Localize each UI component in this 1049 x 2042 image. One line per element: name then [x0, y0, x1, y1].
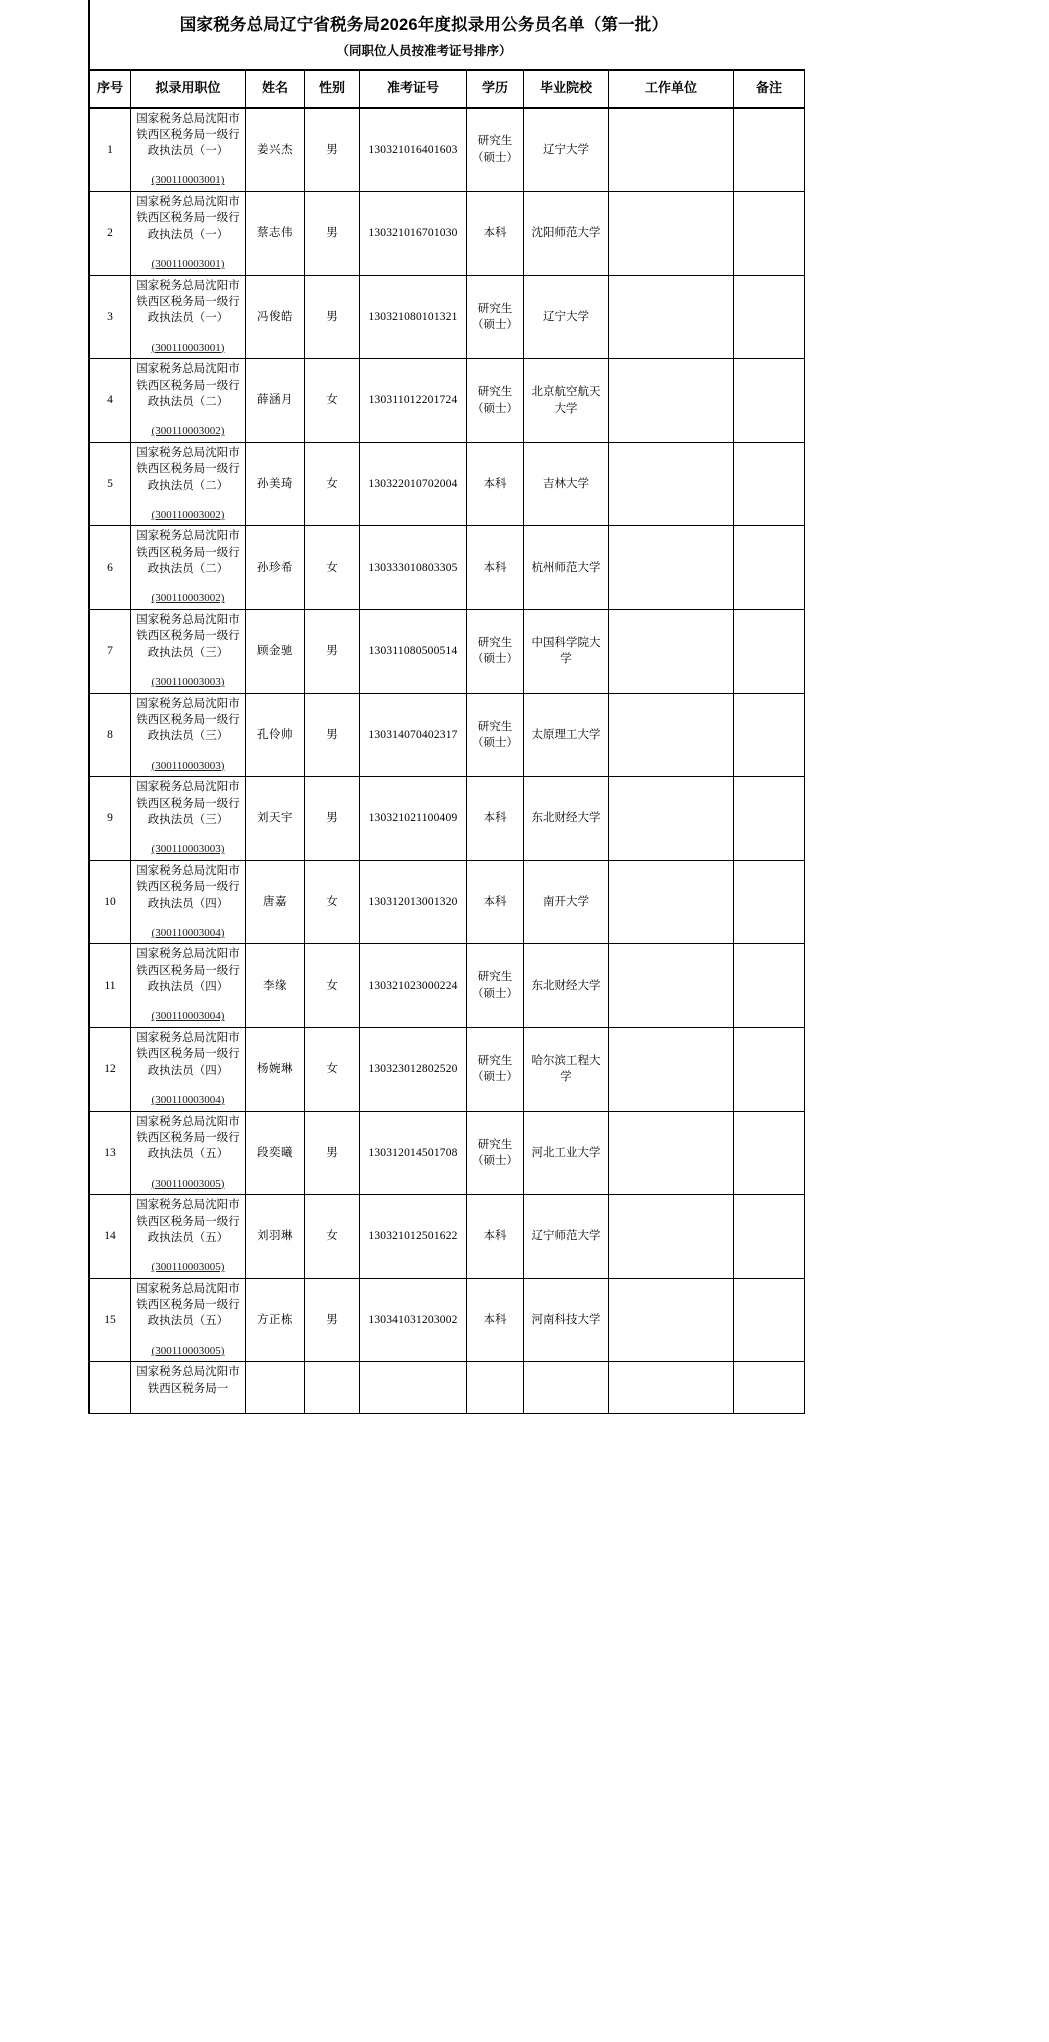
position-title: 国家税务总局沈阳市铁西区税务局一级行政执法员（一） [136, 112, 240, 158]
document-body [88, 0, 782, 1414]
position-code-link[interactable]: (300110003002) [151, 592, 225, 605]
cell-education: 研究生 （硕士） [467, 610, 524, 694]
table-row [89, 777, 805, 861]
cell-gender: 女 [305, 442, 360, 526]
position-code-link[interactable]: (300110003001) [151, 258, 225, 271]
cell-work-unit [609, 1362, 734, 1414]
table-row [89, 610, 805, 694]
column-header-exam-id: 准考证号 [360, 70, 467, 108]
table-header-row [89, 70, 805, 108]
cell-school: 沈阳师范大学 [524, 192, 609, 276]
cell-name: 孙珍希 [246, 526, 305, 610]
cell-education: 本科 [467, 1195, 524, 1279]
cell-seq: 11 [89, 944, 131, 1028]
cell-position [131, 610, 246, 694]
cell-education: 本科 [467, 860, 524, 944]
cell-work-unit [609, 526, 734, 610]
cell-position [131, 777, 246, 861]
position-code-link[interactable]: (300110003003) [151, 676, 225, 689]
cell-remark [734, 1028, 805, 1112]
cell-name: 蔡志伟 [246, 192, 305, 276]
cell-education: 本科 [467, 442, 524, 526]
cell-position [131, 693, 246, 777]
document-title: 国家税务总局辽宁省税务局2026年度拟录用公务员名单（第一批） [179, 16, 669, 34]
title-block [88, 0, 758, 69]
cell-work-unit [609, 359, 734, 443]
cell-remark [734, 1278, 805, 1362]
cell-exam-id: 130312014501708 [360, 1111, 467, 1195]
table-row [89, 693, 805, 777]
cell-work-unit [609, 275, 734, 359]
cell-position [131, 192, 246, 276]
cell-exam-id: 130321012501622 [360, 1195, 467, 1279]
cell-position [131, 1362, 246, 1414]
table-row [89, 192, 805, 276]
cell-exam-id: 130321016701030 [360, 192, 467, 276]
column-header-education: 学历 [467, 70, 524, 108]
cell-exam-id: 130321016401603 [360, 108, 467, 192]
cell-gender: 女 [305, 860, 360, 944]
position-code-link[interactable]: (300110003003) [151, 759, 225, 772]
position-code-link[interactable]: (300110003001) [151, 341, 225, 354]
cell-gender: 男 [305, 777, 360, 861]
cell-name: 刘羽琳 [246, 1195, 305, 1279]
cell-seq: 5 [89, 442, 131, 526]
table-row [89, 359, 805, 443]
cell-school: 辽宁师范大学 [524, 1195, 609, 1279]
position-title: 国家税务总局沈阳市铁西区税务局一级行政执法员（四） [136, 864, 240, 910]
cell-remark [734, 526, 805, 610]
table-body [89, 108, 805, 1414]
cell-work-unit [609, 1111, 734, 1195]
table-row [89, 108, 805, 192]
cell-education: 研究生 （硕士） [467, 275, 524, 359]
cell-seq: 2 [89, 192, 131, 276]
cell-name: 冯俊皓 [246, 275, 305, 359]
cell-gender: 女 [305, 944, 360, 1028]
cell-remark [734, 275, 805, 359]
cell-seq: 1 [89, 108, 131, 192]
position-title: 国家税务总局沈阳市铁西区税务局一级行政执法员（五） [136, 1115, 240, 1161]
cell-position [131, 108, 246, 192]
cell-gender: 女 [305, 359, 360, 443]
position-title: 国家税务总局沈阳市铁西区税务局一级行政执法员（二） [136, 363, 240, 408]
cell-gender: 男 [305, 275, 360, 359]
position-title: 国家税务总局沈阳市铁西区税务局一级行政执法员（五） [136, 1282, 240, 1328]
cell-gender [305, 1362, 360, 1414]
cell-seq: 6 [89, 526, 131, 610]
cell-name: 薛涵月 [246, 359, 305, 443]
cell-school: 中国科学院大学 [524, 610, 609, 694]
cell-work-unit [609, 1195, 734, 1279]
position-title: 国家税务总局沈阳市铁西区税务局一级行政执法员（四） [136, 1032, 240, 1077]
cell-name: 李缘 [246, 944, 305, 1028]
cell-work-unit [609, 693, 734, 777]
position-title: 国家税务总局沈阳市铁西区税务局一级行政执法员（三） [136, 781, 240, 826]
cell-education: 本科 [467, 777, 524, 861]
cell-seq: 3 [89, 275, 131, 359]
cell-exam-id: 130333010803305 [360, 526, 467, 610]
cell-education [467, 1362, 524, 1414]
cell-school: 太原理工大学 [524, 693, 609, 777]
position-title: 国家税务总局沈阳市铁西区税务局一级行政执法员（三） [136, 697, 240, 743]
cell-school: 南开大学 [524, 860, 609, 944]
cell-remark [734, 1362, 805, 1414]
cell-position [131, 275, 246, 359]
cell-position [131, 442, 246, 526]
cell-work-unit [609, 442, 734, 526]
table-row [89, 944, 805, 1028]
position-title: 国家税务总局沈阳市铁西区税务局一级行政执法员（四） [136, 948, 240, 994]
column-header-position: 拟录用职位 [131, 70, 246, 108]
position-code-link[interactable]: (300110003001) [151, 174, 225, 187]
cell-work-unit [609, 610, 734, 694]
cell-exam-id: 130341031203002 [360, 1278, 467, 1362]
cell-exam-id: 130321023000224 [360, 944, 467, 1028]
cell-gender: 男 [305, 1278, 360, 1362]
cell-education: 研究生 （硕士） [467, 359, 524, 443]
position-code-link[interactable]: (300110003002) [151, 425, 225, 438]
table-row [89, 1362, 805, 1414]
cell-gender: 男 [305, 693, 360, 777]
cell-school: 北京航空航天大学 [524, 359, 609, 443]
cell-education: 本科 [467, 526, 524, 610]
position-code-link[interactable]: (300110003003) [151, 843, 225, 856]
cell-gender: 男 [305, 610, 360, 694]
recruitment-table [88, 69, 805, 1415]
cell-school: 河北工业大学 [524, 1111, 609, 1195]
cell-school: 辽宁大学 [524, 108, 609, 192]
cell-gender: 女 [305, 1028, 360, 1112]
cell-name: 姜兴杰 [246, 108, 305, 192]
cell-seq: 4 [89, 359, 131, 443]
position-title: 国家税务总局沈阳市铁西区税务局一级行政执法员（三） [136, 614, 240, 659]
cell-school [524, 1362, 609, 1414]
cell-seq: 9 [89, 777, 131, 861]
position-code-link[interactable]: (300110003005) [151, 1261, 225, 1274]
cell-education: 研究生 （硕士） [467, 1028, 524, 1112]
column-header-name: 姓名 [246, 70, 305, 108]
cell-position [131, 1278, 246, 1362]
cell-school: 杭州师范大学 [524, 526, 609, 610]
cell-gender: 男 [305, 1111, 360, 1195]
cell-remark [734, 359, 805, 443]
table-row [89, 860, 805, 944]
cell-exam-id: 130314070402317 [360, 693, 467, 777]
cell-gender: 女 [305, 1195, 360, 1279]
cell-school: 东北财经大学 [524, 777, 609, 861]
cell-remark [734, 693, 805, 777]
cell-education: 本科 [467, 192, 524, 276]
position-title: 国家税务总局沈阳市铁西区税务局一级行政执法员（一） [136, 196, 240, 241]
cell-remark [734, 442, 805, 526]
cell-name: 顾金驰 [246, 610, 305, 694]
cell-seq: 14 [89, 1195, 131, 1279]
cell-exam-id: 130311012201724 [360, 359, 467, 443]
cell-gender: 男 [305, 108, 360, 192]
cell-school: 吉林大学 [524, 442, 609, 526]
cell-exam-id: 130312013001320 [360, 860, 467, 944]
cell-name: 杨婉琳 [246, 1028, 305, 1112]
cell-seq: 13 [89, 1111, 131, 1195]
position-title: 国家税务总局沈阳市铁西区税务局一级行政执法员（一） [136, 279, 240, 325]
cell-seq: 7 [89, 610, 131, 694]
cell-seq: 12 [89, 1028, 131, 1112]
table-row [89, 442, 805, 526]
cell-work-unit [609, 777, 734, 861]
cell-name: 唐嘉 [246, 860, 305, 944]
cell-name: 方正栋 [246, 1278, 305, 1362]
cell-work-unit [609, 1028, 734, 1112]
cell-education: 研究生 （硕士） [467, 108, 524, 192]
position-code-link[interactable]: (300110003004) [151, 1010, 225, 1023]
cell-work-unit [609, 192, 734, 276]
cell-name: 刘天宇 [246, 777, 305, 861]
cell-school: 辽宁大学 [524, 275, 609, 359]
cell-school: 东北财经大学 [524, 944, 609, 1028]
column-header-seq: 序号 [89, 70, 131, 108]
cell-education: 研究生 （硕士） [467, 693, 524, 777]
cell-name: 孙美琦 [246, 442, 305, 526]
position-title: 国家税务总局沈阳市铁西区税务局一级行政执法员（五） [136, 1199, 240, 1244]
cell-position [131, 944, 246, 1028]
cell-exam-id: 130311080500514 [360, 610, 467, 694]
cell-name: 孔伶帅 [246, 693, 305, 777]
cell-gender: 女 [305, 526, 360, 610]
cell-seq: 8 [89, 693, 131, 777]
position-title: 国家税务总局沈阳市铁西区税务局一 [136, 1366, 240, 1395]
position-title: 国家税务总局沈阳市铁西区税务局一级行政执法员（二） [136, 530, 240, 576]
cell-remark [734, 860, 805, 944]
cell-work-unit [609, 944, 734, 1028]
position-code-link[interactable]: (300110003004) [151, 1094, 225, 1107]
table-row [89, 1111, 805, 1195]
cell-education: 研究生 （硕士） [467, 1111, 524, 1195]
cell-seq: 10 [89, 860, 131, 944]
column-header-work-unit: 工作单位 [609, 70, 734, 108]
column-header-gender: 性别 [305, 70, 360, 108]
cell-position [131, 1111, 246, 1195]
position-code-link[interactable]: (300110003004) [151, 926, 225, 939]
document-subtitle: （同职位人员按准考证号排序） [336, 43, 512, 58]
cell-education: 研究生 （硕士） [467, 944, 524, 1028]
position-code-link[interactable]: (300110003005) [151, 1344, 225, 1357]
cell-remark [734, 108, 805, 192]
cell-name: 段奕曦 [246, 1111, 305, 1195]
cell-remark [734, 1195, 805, 1279]
cell-exam-id: 130323012802520 [360, 1028, 467, 1112]
cell-position [131, 359, 246, 443]
cell-remark [734, 610, 805, 694]
cell-exam-id: 130322010702004 [360, 442, 467, 526]
position-code-link[interactable]: (300110003002) [151, 508, 225, 521]
cell-position [131, 526, 246, 610]
table-row [89, 275, 805, 359]
cell-seq [89, 1362, 131, 1414]
table-row [89, 526, 805, 610]
table-row [89, 1195, 805, 1279]
cell-school: 河南科技大学 [524, 1278, 609, 1362]
cell-name [246, 1362, 305, 1414]
position-title: 国家税务总局沈阳市铁西区税务局一级行政执法员（二） [136, 446, 240, 492]
cell-work-unit [609, 1278, 734, 1362]
cell-exam-id: 130321080101321 [360, 275, 467, 359]
cell-seq: 15 [89, 1278, 131, 1362]
column-header-remark: 备注 [734, 70, 805, 108]
cell-school: 哈尔滨工程大学 [524, 1028, 609, 1112]
cell-remark [734, 1111, 805, 1195]
cell-position [131, 1028, 246, 1112]
cell-exam-id [360, 1362, 467, 1414]
cell-work-unit [609, 108, 734, 192]
table-row [89, 1278, 805, 1362]
cell-remark [734, 777, 805, 861]
cell-exam-id: 130321021100409 [360, 777, 467, 861]
cell-remark [734, 192, 805, 276]
position-code-link[interactable]: (300110003005) [151, 1177, 225, 1190]
cell-work-unit [609, 860, 734, 944]
table-row [89, 1028, 805, 1112]
cell-remark [734, 944, 805, 1028]
cell-gender: 男 [305, 192, 360, 276]
table-header [89, 70, 805, 108]
cell-education: 本科 [467, 1278, 524, 1362]
column-header-school: 毕业院校 [524, 70, 609, 108]
cell-position [131, 860, 246, 944]
cell-position [131, 1195, 246, 1279]
